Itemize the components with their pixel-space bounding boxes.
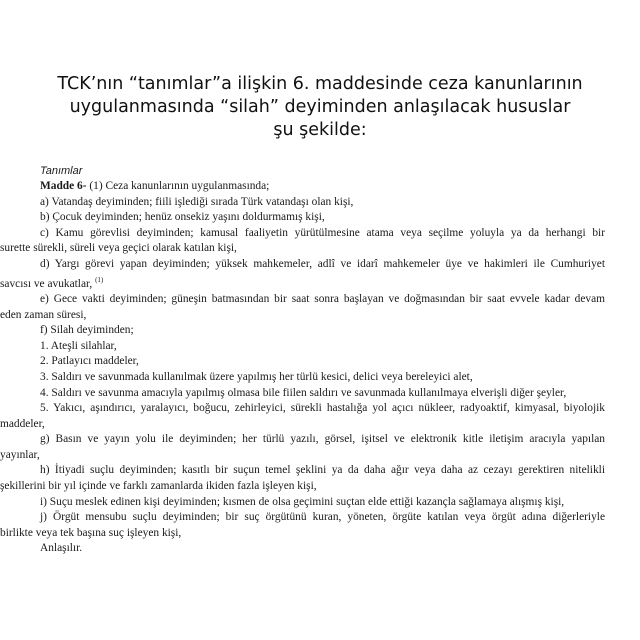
clause-b: b) Çocuk deyiminden; henüz onsekiz yaşını doldurmamış kişi,	[40, 211, 325, 224]
title-line-3: şu şekilde:	[273, 120, 367, 140]
clause-h: h) İtiyadi suçlu deyiminden; kasıtlı bir suçun temel şeklini ya da daha ağır veya daha az cezayı gerektiren nitelikli	[40, 464, 605, 477]
title-line-2: uygulanmasında “silah” deyiminden anlaşılacak hususlar	[69, 97, 571, 117]
weapon-item-1: 1. Ateşli silahlar,	[40, 339, 117, 352]
clause-j-cont: birlikte veya tek başına suç işleyen kişi,	[0, 526, 182, 539]
article-intro-text: (1) Ceza kanunlarının uygulanmasında;	[86, 180, 270, 192]
article-label: Madde 6-	[40, 180, 87, 192]
article-intro	[40, 179, 610, 195]
slide-title	[40, 73, 600, 142]
clause-e: e) Gece vakti deyiminden; güneşin batmasından bir saat sonra başlayan ve doğmasından bir saat evvele kadar devam	[40, 292, 605, 305]
clause-c-cont: surette sürekli, süreli veya geçici olarak katılan kişi,	[0, 242, 237, 255]
section-heading: Tanımlar	[40, 165, 83, 177]
weapon-item-3: 3. Saldırı ve savunmada kullanılmak üzere yapılmış her türlü kesici, delici veya bereleyici alet,	[40, 370, 473, 383]
law-excerpt	[0, 164, 610, 557]
clause-a: a) Vatandaş deyiminden; fiili işlediği sırada Türk vatandaşı olan kişi,	[40, 195, 354, 208]
clause-e-cont: eden zaman süresi,	[0, 308, 87, 321]
weapon-item-2: 2. Patlayıcı maddeler,	[40, 355, 139, 368]
clause-i: i) Suçu meslek edinen kişi deyiminden; kısmen de olsa geçimini suçtan elde ettiği kazançla sağlamaya alışmış kişi,	[40, 495, 565, 508]
clause-c: c) Kamu görevlisi deyiminden; kamusal faaliyetin yürütülmesine atama veya seçilme yoluyla ya da herhangi bir	[40, 226, 605, 239]
clause-d-cont	[0, 273, 610, 292]
clause-d-cont-text: savcısı ve avukatlar,	[0, 277, 93, 290]
clause-g: g) Basın ve yayın yolu ile deyiminden; her türlü yazılı, görsel, işitsel ve elektronik kitle iletişim aracıyla yapılan	[40, 433, 605, 446]
clause-h-cont: şekillerini bir yıl içinde ve farklı zamanlarda ikiden fazla işleyen kişi,	[0, 480, 317, 493]
clause-g-cont: yayınlar,	[0, 448, 40, 461]
clause-d: d) Yargı görevi yapan deyiminden; yüksek mahkemeler, adlî ve idarî mahkemeler üye ve hakimleri ile Cumhuriyet	[40, 257, 605, 270]
clause-j: j) Örgüt mensubu suçlu deyiminden; bir suç örgütünü kuran, yöneten, örgüte katılan veya örgüt adına diğerleriyle	[40, 511, 605, 524]
title-line-1: TCK’nın “tanımlar”a ilişkin 6. maddesinde ceza kanunlarının	[57, 74, 583, 94]
weapon-item-4: 4. Saldırı ve savunma amacıyla yapılmış olmasa bile fiilen saldırı ve savunmada kullanılmaya elverişli diğer şeyler,	[40, 386, 567, 399]
weapon-item-5-cont: maddeler,	[0, 417, 45, 430]
clause-f: f) Silah deyiminden;	[40, 324, 134, 337]
footnote-mark: (1)	[95, 275, 104, 284]
closing-word: Anlaşılır.	[40, 542, 83, 555]
weapon-item-5: 5. Yakıcı, aşındırıcı, yaralayıcı, boğucu, zehirleyici, sürekli hastalığa yol açıcı nükleer, radyoaktif, kimyasal, biyolojik	[40, 402, 605, 415]
